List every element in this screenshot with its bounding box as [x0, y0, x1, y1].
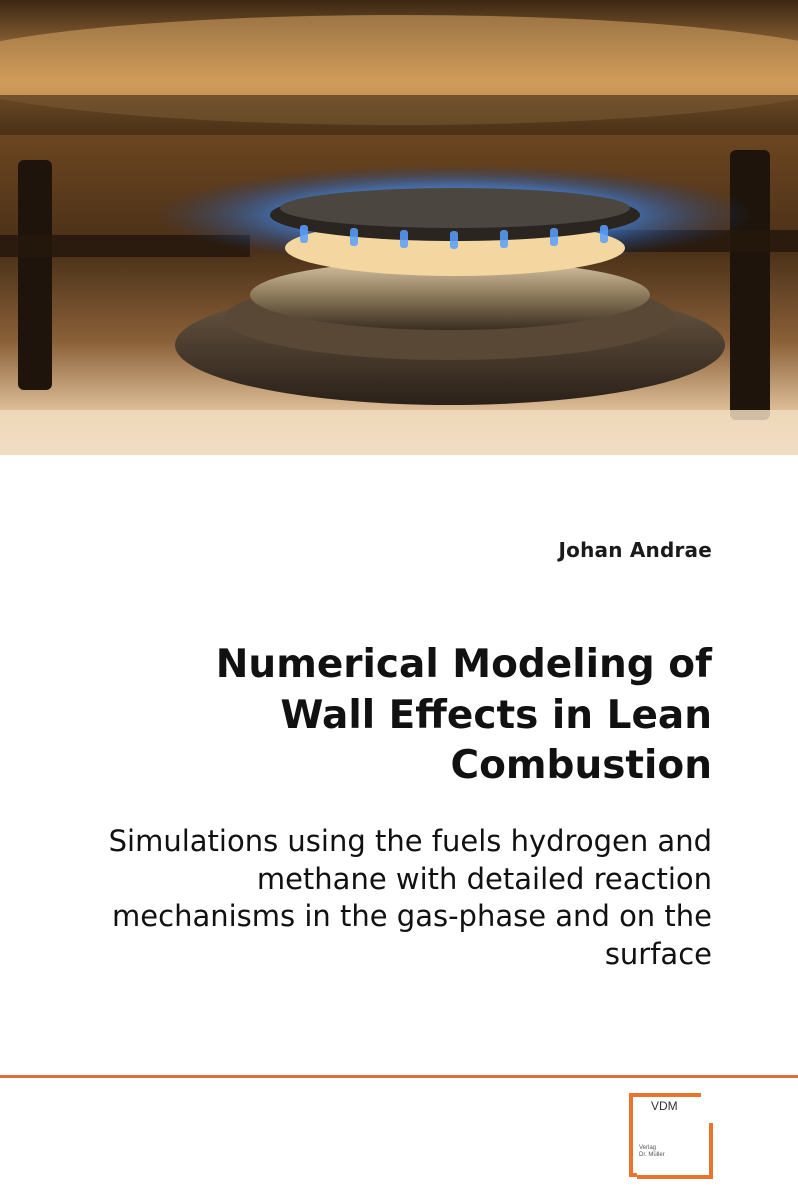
- logo-publisher-text: Verlag Dr. Müller: [639, 1145, 665, 1158]
- publisher-logo: [629, 1093, 713, 1183]
- subtitle-line: mechanisms in the gas-phase and on the: [112, 899, 712, 934]
- cover-photo: [0, 0, 798, 455]
- author-name: Johan Andrae: [558, 538, 712, 562]
- title-line: Wall Effects in Lean: [280, 692, 712, 738]
- title-line: Combustion: [450, 743, 712, 789]
- book-subtitle: [52, 823, 712, 974]
- subtitle-line: surface: [604, 937, 712, 972]
- subtitle-line: methane with detailed reaction: [256, 861, 712, 896]
- subtitle-line: Simulations using the fuels hydrogen and: [108, 824, 712, 858]
- logo-vdm-text: VDM: [651, 1099, 678, 1113]
- book-title: [72, 640, 712, 792]
- accent-divider: [0, 1075, 798, 1078]
- title-line: Numerical Modeling of: [215, 642, 712, 687]
